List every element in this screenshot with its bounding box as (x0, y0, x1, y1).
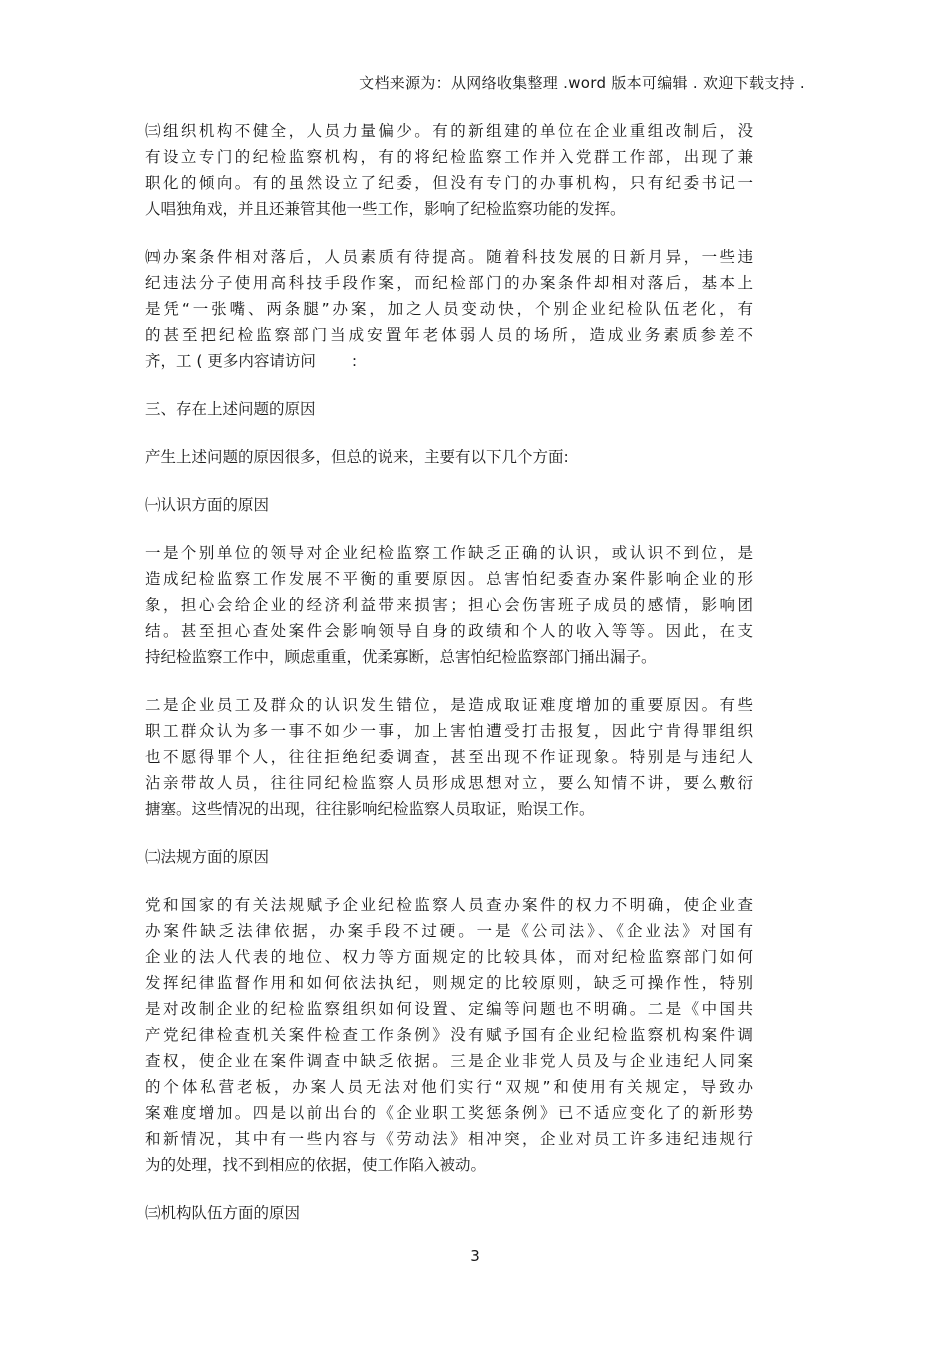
text-line: 也不愿得罪个人，往往拒绝纪委调查，甚至出现不作证现象。特别是与违纪人 (145, 748, 753, 766)
text-line: ㈡法规方面的原因 (145, 848, 270, 866)
text-line: 是对改制企业的纪检监察组织如何设置、定编等问题也不明确。二是《中国共 (145, 1000, 753, 1018)
text-line: 和新情况，其中有一些内容与《劳动法》相冲突，企业对员工许多违纪违规行 (145, 1130, 753, 1148)
text-line: 产党纪律检查机关案件检查工作条例》没有赋予国有企业纪检监察机构案件调 (145, 1026, 753, 1044)
text-line: 二是企业员工及群众的认识发生错位，是造成取证难度增加的重要原因。有些 (145, 696, 753, 714)
text-line: 党和国家的有关法规赋予企业纪检监察人员查办案件的权力不明确，使企业查 (145, 896, 753, 914)
paragraph-org-structure (145, 118, 753, 222)
text-line: 象，担心会给企业的经济利益带来损害；担心会伤害班子成员的感情，影响团 (145, 596, 753, 614)
text-line: 企业的法人代表的地位、权力等方面规定的比较具体，而对纪检监察部门如何 (145, 948, 753, 966)
text-line: 是凭“一张嘴、两条腿”办案，加之人员变动快，个别企业纪检队伍老化，有 (145, 300, 753, 318)
document-body (145, 118, 753, 1226)
page-number: 3 (470, 1247, 480, 1265)
text-line: 发挥纪律监督作用和如何依法执纪，则规定的比较原则，缺乏可操作性，特别 (145, 974, 753, 992)
subheading-regulations (145, 844, 753, 870)
paragraph-case-conditions (145, 244, 753, 374)
text-line: 一是个别单位的领导对企业纪检监察工作缺乏正确的认识，或认识不到位，是 (145, 544, 753, 562)
subheading-cognition (145, 492, 753, 518)
paragraph-causes-intro (145, 444, 753, 470)
text-line: 三、存在上述问题的原因 (145, 400, 316, 418)
text-line: 产生上述问题的原因很多，但总的说来，主要有以下几个方面: (145, 448, 569, 466)
text-line: 结。甚至担心查处案件会影响领导自身的政绩和个人的收入等等。因此，在支 (145, 622, 753, 640)
paragraph-staff-cognition (145, 692, 753, 822)
text-line: 有设立专门的纪检监察机构，有的将纪检监察工作并入党群工作部，出现了兼 (145, 148, 753, 166)
text-line: ㈢机构队伍方面的原因 (145, 1204, 301, 1222)
text-line: 的个体私营老板，办案人员无法对他们实行“双规”和使用有关规定，导致办 (145, 1078, 753, 1096)
text-line: 人唱独角戏，并且还兼管其他一些工作，影响了纪检监察功能的发挥。 (145, 200, 626, 218)
text-line: 的甚至把纪检监察部门当成安置年老体弱人员的场所，造成业务素质参差不 (145, 326, 753, 344)
text-line: 案难度增加。四是以前出台的《企业职工奖惩条例》已不适应变化了的新形势 (145, 1104, 753, 1122)
text-line: 纪违法分子使用高科技手段作案，而纪检部门的办案条件却相对落后，基本上 (145, 274, 753, 292)
text-line: 办案件缺乏法律依据，办案手段不过硬。一是《公司法》、《企业法》对国有 (145, 922, 753, 940)
text-line: 齐，工 ( 更多内容请访问 : (145, 352, 358, 370)
document-source-header: 文档来源为：从网络收集整理 .word 版本可编辑 . 欢迎下载支持 . (359, 74, 805, 92)
text-line: 职化的倾向。有的虽然设立了纪委，但没有专门的办事机构，只有纪委书记一 (145, 174, 753, 192)
text-line: 持纪检监察工作中，顾虑重重，优柔寡断，总害怕纪检监察部门捅出漏子。 (145, 648, 657, 666)
text-line: 造成纪检监察工作发展不平衡的重要原因。总害怕纪委查办案件影响企业的形 (145, 570, 753, 588)
text-line: 为的处理，找不到相应的依据，使工作陷入被动。 (145, 1156, 487, 1174)
text-line: 搪塞。这些情况的出现，往往影响纪检监察人员取证，贻误工作。 (145, 800, 595, 818)
text-line: ㈠认识方面的原因 (145, 496, 270, 514)
text-line: ㈣办案条件相对落后，人员素质有待提高。随着科技发展的日新月异，一些违 (145, 248, 753, 266)
paragraph-regulations (145, 892, 753, 1178)
subheading-organization-team (145, 1200, 753, 1226)
text-line: ㈢组织机构不健全，人员力量偏少。有的新组建的单位在企业重组改制后，没 (145, 122, 753, 140)
paragraph-leadership-cognition (145, 540, 753, 670)
text-line: 沾亲带故人员，往往同纪检监察人员形成思想对立，要么知情不讲，要么敷衍 (145, 774, 753, 792)
text-line: 查权，使企业在案件调查中缺乏依据。三是企业非党人员及与企业违纪人同案 (145, 1052, 753, 1070)
section-heading-causes (145, 396, 753, 422)
text-line: 职工群众认为多一事不如少一事，加上害怕遭受打击报复，因此宁肯得罪组织 (145, 722, 753, 740)
